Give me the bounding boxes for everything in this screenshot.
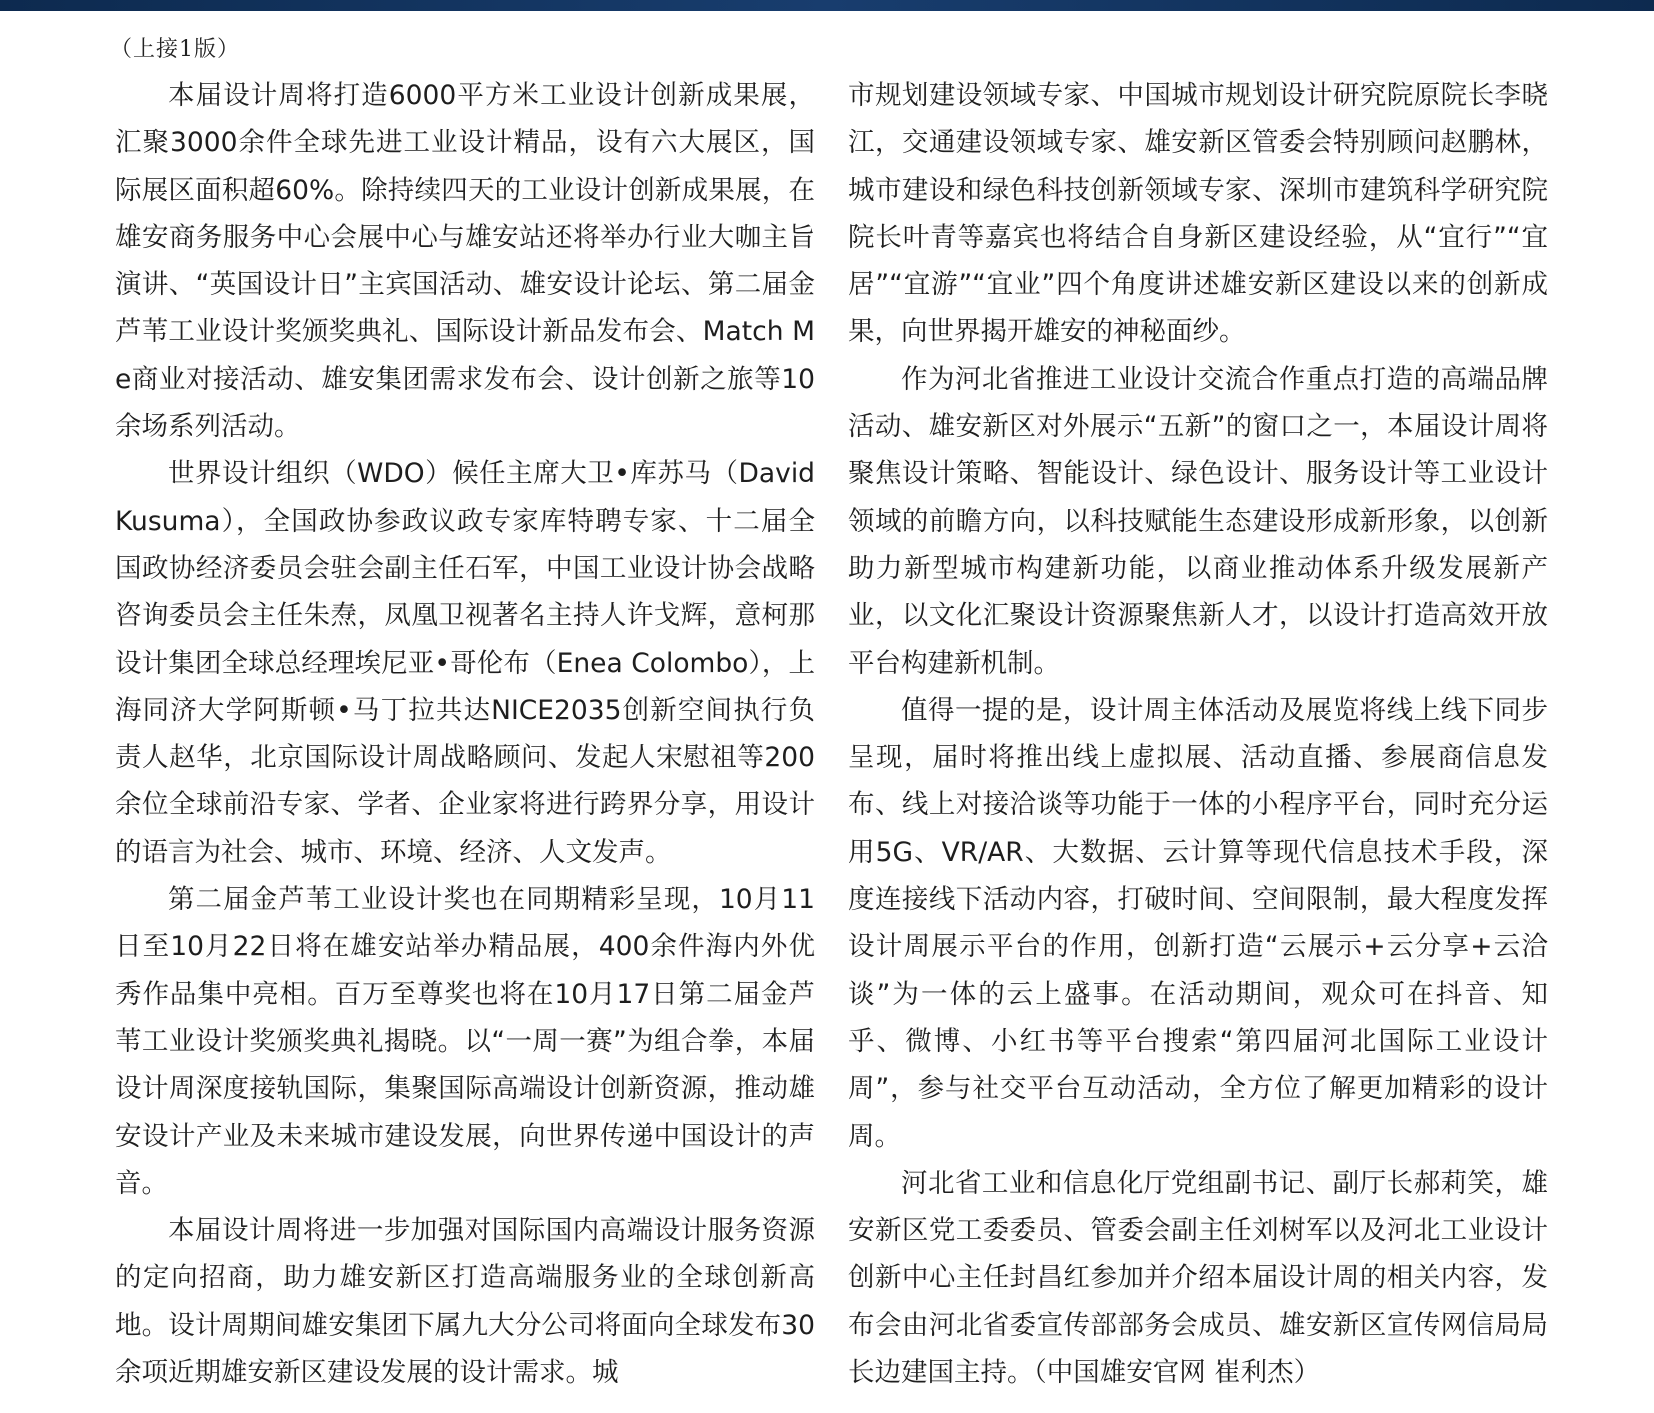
header-color-bar xyxy=(0,0,1654,11)
article-paragraph: 河北省工业和信息化厅党组副书记、副厅长郝莉笑，雄安新区党工委委员、管委会副主任刘树军以及河北工业设计创新中心主任封昌红参加并介绍本届设计周的相关内容，发布会由河北省委宣传部部务会成员、雄安新区宣传网信局局长边建国主持。（中国雄安官网 崔利杰） xyxy=(848,1167,1548,1389)
article-paragraph-continued: 市规划建设领域专家、中国城市规划设计研究院原院长李晓江，交通建设领域专家、雄安新区管委会特别顾问赵鹏林，城市建设和绿色科技创新领域专家、深圳市建筑科学研究院院长叶青等嘉宾也将结合自身新区建设经验，从“宜行”“宜居”“宜游”“宜业”四个角度讲述雄安新区建设以来的创新成果，向世界揭开雄安的神秘面纱。 xyxy=(848,80,1548,348)
article-paragraph: 作为河北省推进工业设计交流合作重点打造的高端品牌活动、雄安新区对外展示“五新”的窗口之一，本届设计周将聚焦设计策略、智能设计、绿色设计、服务设计等工业设计领域的前瞻方向，以科技赋能生态建设形成新形象，以创新助力新型城市构建新功能，以商业推动体系升级发展新产业，以文化汇聚设计资源聚焦新人才，以设计打造高效开放平台构建新机制。 xyxy=(848,363,1548,679)
article-paragraph: 世界设计组织（WDO）候任主席大卫•库苏马（David Kusuma），全国政协参政议政专家库特聘专家、十二届全国政协经济委员会驻会副主任石军，中国工业设计协会战略咨询委员会主任朱焘，凤凰卫视著名主持人许戈辉，意柯那设计集团全球总经理埃尼亚•哥伦布（Enea Colombo），上海同济大学阿斯顿•马丁拉共达NICE2035创新空间执行负责人赵华，北京国际设计周战略顾问、发起人宋慰祖等200余位全球前沿专家、学者、企业家将进行跨界分享，用设计的语言为社会、城市、环境、经济、人文发声。 xyxy=(115,458,815,868)
article-column-right xyxy=(848,72,1548,1396)
article-paragraph: 本届设计周将打造6000平方米工业设计创新成果展，汇聚3000余件全球先进工业设计精品，设有六大展区，国际展区面积超60%。除持续四天的工业设计创新成果展，在雄安商务服务中心会展中心与雄安站还将举办行业大咖主旨演讲、“英国设计日”主宾国活动、雄安设计论坛、第二届金芦苇工业设计奖颁奖典礼、国际设计新品发布会、Match Me商业对接活动、雄安集团需求发布会、设计创新之旅等10余场系列活动。 xyxy=(115,80,815,443)
article-column-left xyxy=(115,72,815,1396)
article-paragraph: 值得一提的是，设计周主体活动及展览将线上线下同步呈现，届时将推出线上虚拟展、活动直播、参展商信息发布、线上对接洽谈等功能于一体的小程序平台，同时充分运用5G、VR/AR、大数据、云计算等现代信息技术手段，深度连接线下活动内容，打破时间、空间限制，最大程度发挥设计周展示平台的作用，创新打造“云展示+云分享+云洽谈”为一体的云上盛事。在活动期间，观众可在抖音、知乎、微博、小红书等平台搜索“第四届河北国际工业设计周”，参与社交平台互动活动，全方位了解更加精彩的设计周。 xyxy=(848,694,1548,1152)
continued-from-page-note: （上接1版） xyxy=(110,37,240,62)
article-paragraph: 第二届金芦苇工业设计奖也在同期精彩呈现，10月11日至10月22日将在雄安站举办精品展，400余件海内外优秀作品集中亮相。百万至尊奖也将在10月17日第二届金芦苇工业设计奖颁奖典礼揭晓。以“一周一赛”为组合拳，本届设计周深度接轨国际，集聚国际高端设计创新资源，推动雄安设计产业及未来城市建设发展，向世界传递中国设计的声音。 xyxy=(115,884,815,1199)
article-paragraph: 本届设计周将进一步加强对国际国内高端设计服务资源的定向招商，助力雄安新区打造高端服务业的全球创新高地。设计周期间雄安集团下属九大分公司将面向全球发布30余项近期雄安新区建设发展的设计需求。城 xyxy=(115,1215,815,1389)
